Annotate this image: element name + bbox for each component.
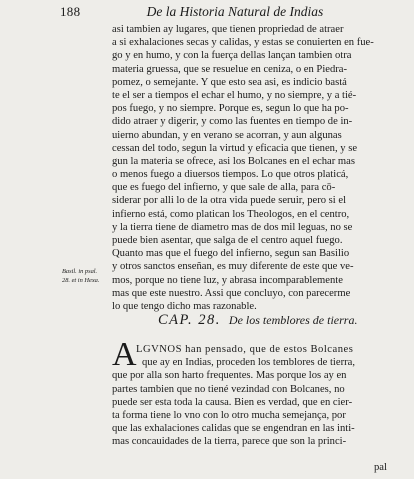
text-line: LGVNOS han pensado, que de estos Bolcanes [136,344,354,355]
text-line: mas que este nuestro. Assi que concluyo, con parecerme [112,287,351,299]
text-line: asi tambien ay lugares, que tienen propriedad de atraer [112,24,344,35]
text-line: que por alla son harto frequentes. Mas porque los ay en [112,370,347,382]
text-line: que las exhalaciones calidas que se engendran en las inti- [112,423,355,435]
margin-note-line: 28. et in Hexa. [62,276,100,284]
running-header [60,4,390,22]
chapter-title: De los temblores de tierra. [228,313,358,327]
text-line: pomez, o semejante. Y que esto sea asi, es indicio bastá [112,76,347,88]
text-line: y la tierra tiene de diametro mas de dos mil leguas, no se [112,221,353,233]
text-line: ta forma tiene lo vno con lo otro mucha semejança, por [112,409,346,421]
margin-note [62,268,114,285]
running-title: De la Historia Natural de Indias [146,4,324,19]
text-line: puede ser esta toda la causa. Bien es verdad, que en cier- [112,396,353,408]
text-line: uierno abundan, y en verano se acorran, y aun algunas [112,129,342,141]
text-line: que ay en Indias, proceden los temblores de tierra, [142,357,355,369]
text-line: materia gruessa, que se resuelue en ceniza, o en Piedra- [112,63,348,75]
text-line: y otros sanctos enseñan, es muy diferente de este que ve- [112,261,354,273]
chapter-heading [158,311,388,329]
text-line: lo que tengo dicho mas razonable. [112,300,257,312]
text-line: mas concauidades de la tierra, parece que son la princi- [112,436,347,448]
chapter-number: CAP. 28. [158,312,221,328]
text-line: Quanto mas que el fuego del infierno, segun san Basilio [112,248,350,260]
text-line: pos fuego, y no siempre. Porque es, segun lo que ha po- [112,103,349,115]
catchword: pal [374,462,387,473]
drop-cap: A [112,336,137,373]
text-line: a si exhalaciones secas y calidas, y estas se conuierten en fue- [112,37,374,49]
text-line: mos, porque no tiene luz, y abrasa incomparablemente [112,274,343,286]
text-line: partes tambien que no tiené vezindad con Bolcanes, no [112,383,345,395]
margin-note-line: Basil. in psal. [62,268,98,275]
text-line: dido atraer y digerir, y como las fuentes en tiempo de in- [112,116,353,128]
text-line: siderar por alli lo de la otra vida puede seruir, pero si el [112,195,347,207]
text-line: que es fuego del infierno, y que sale de alla, para cō- [112,182,336,194]
text-line: te el ser a tiempos el echar el humo, y no siempre, y a tié- [112,89,357,101]
chapter-body-text [112,343,394,449]
text-line: infierno está, como platican los Theologos, en el centro, [112,208,350,220]
text-line: cessan del todo, segun la virtud y eficacia que tienen, y se [112,142,358,154]
body-text [112,23,394,313]
text-line: o menos fuego a diuersos tiempos. Lo que otros platicá, [112,169,349,181]
text-line: go y en humo, y con la fuerça dellas lançan tambien otra [112,50,352,62]
page-number: 188 [60,4,81,19]
text-line: gun la materia se ofrece, asi los Bolcanes en el echar mas [112,155,355,167]
text-line: puede bien asentar, que salga de el centro aquel fuego. [112,235,343,246]
